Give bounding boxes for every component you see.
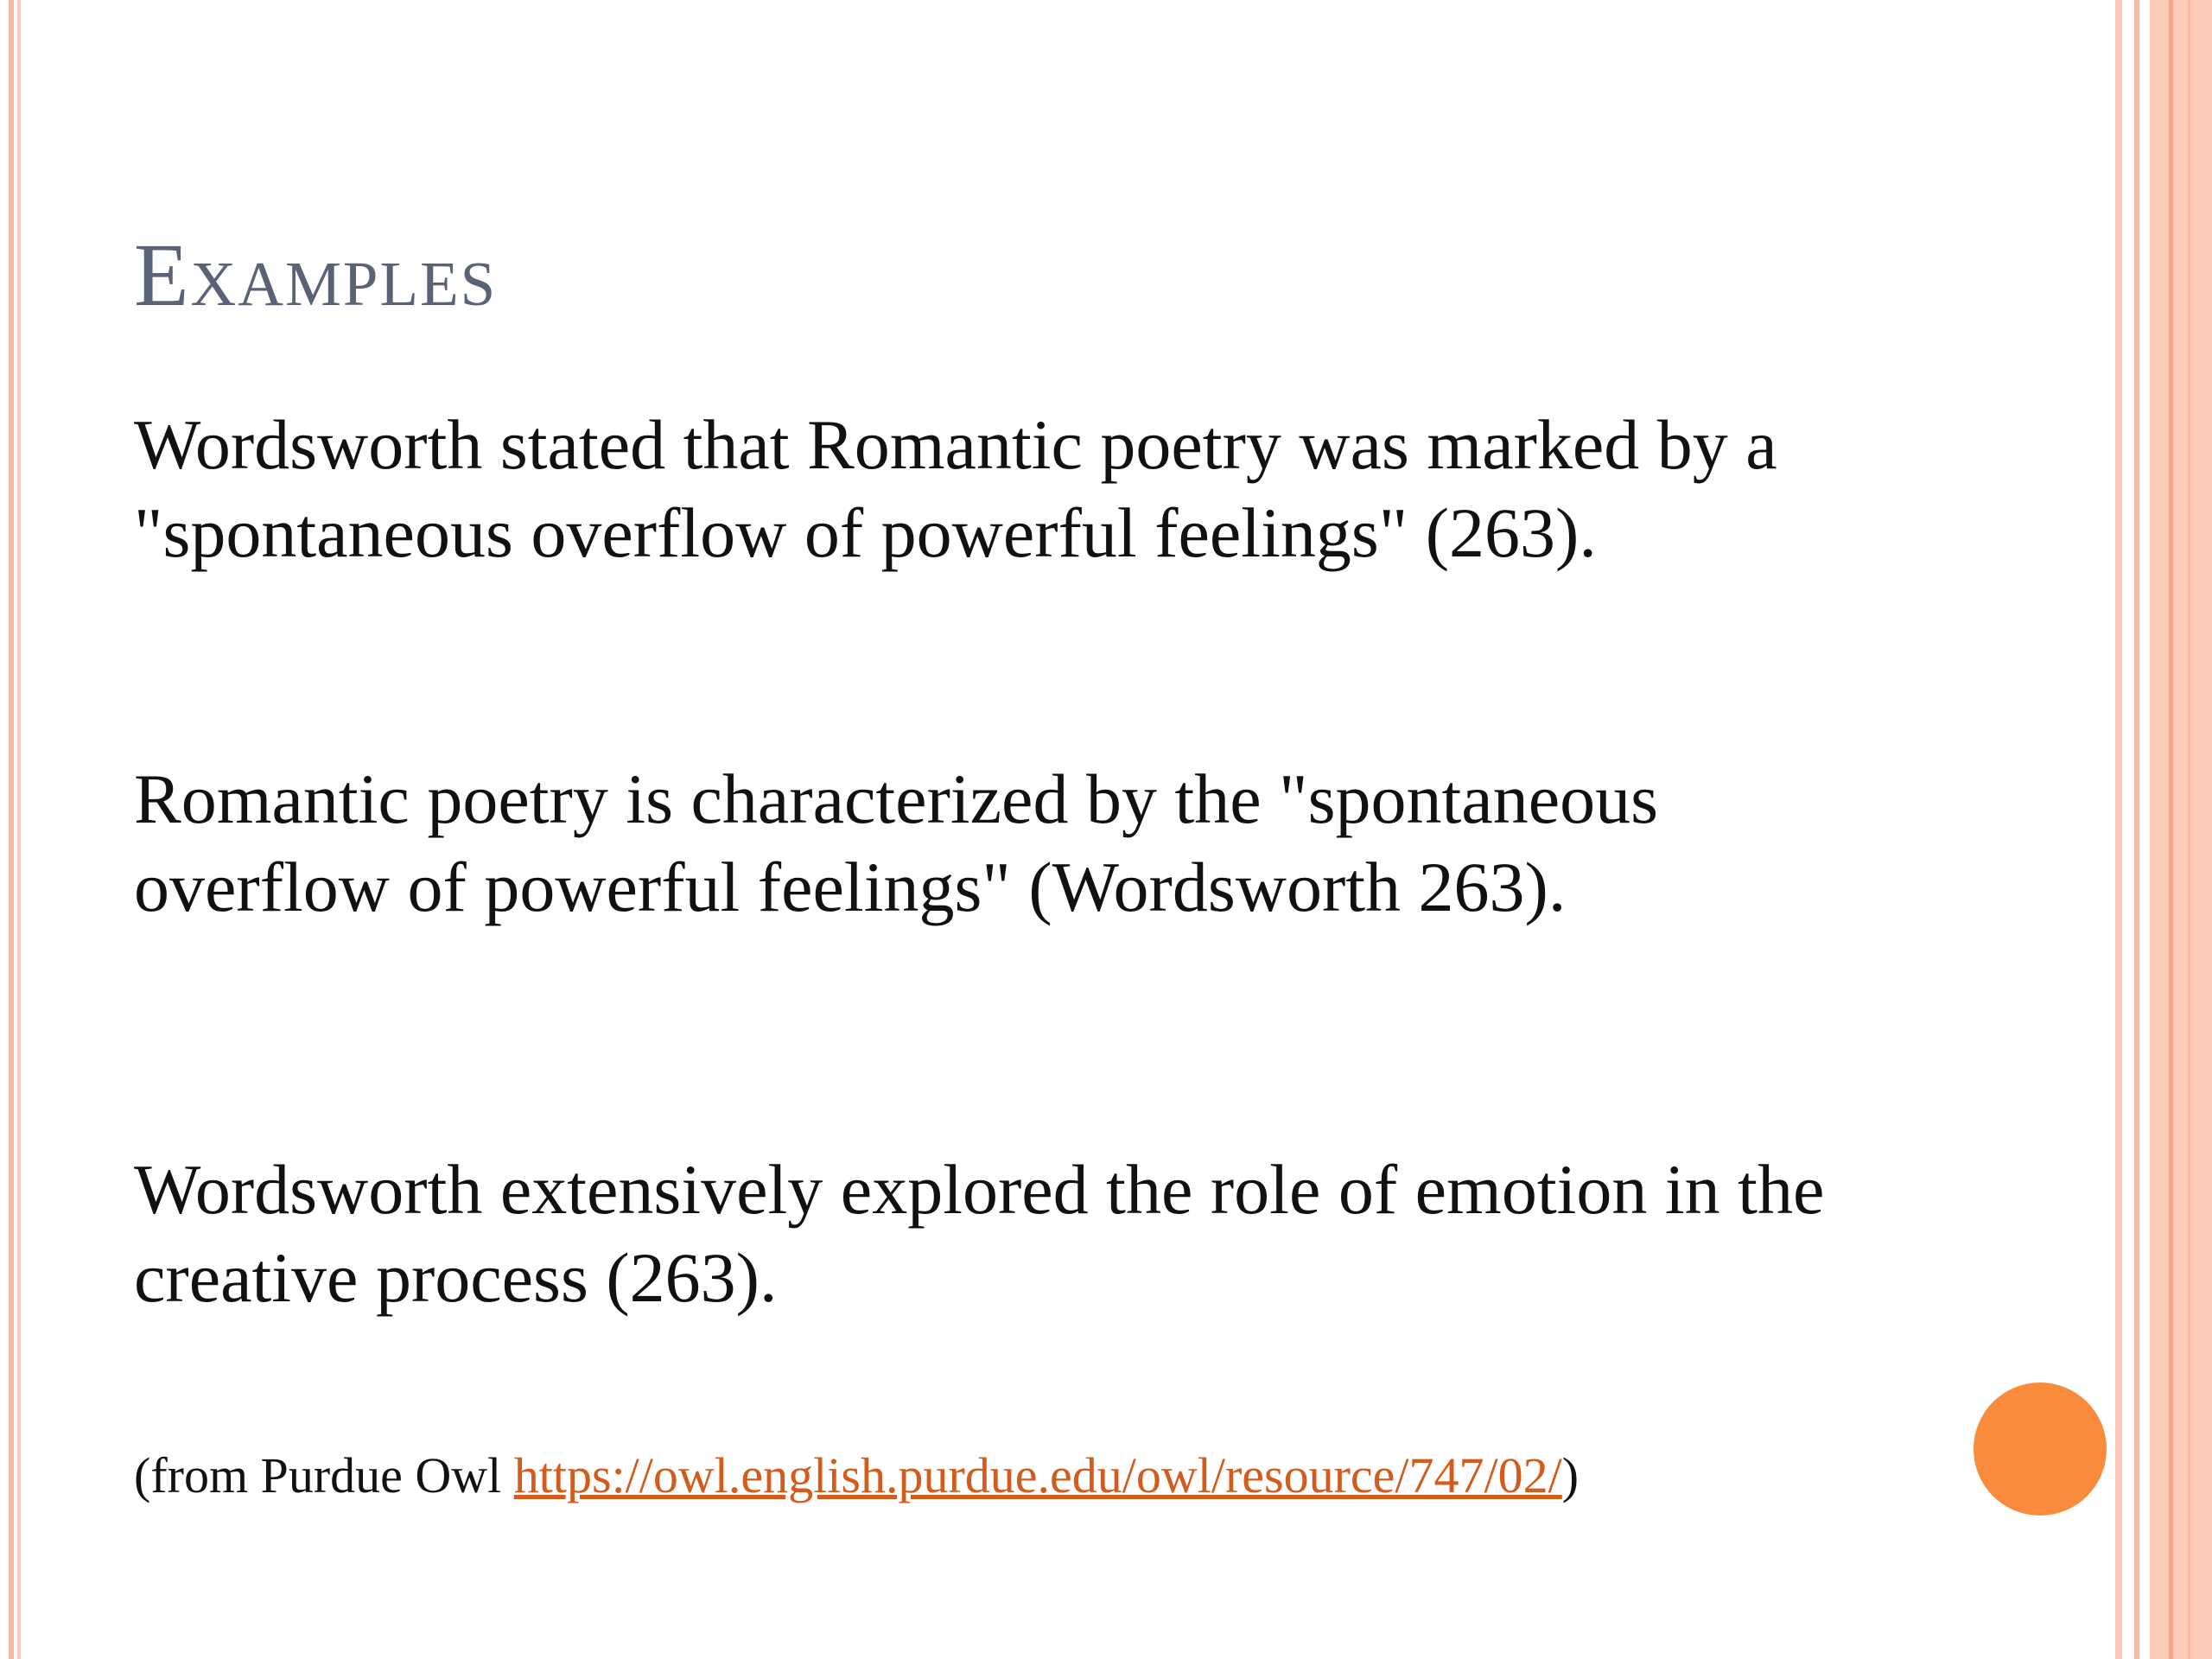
example-paragraph-3: Wordsworth extensively explored the role of emotion in the creative process (263). — [134, 1150, 1825, 1317]
left-border-decoration — [0, 0, 26, 1659]
source-prefix: (from Purdue Owl — [134, 1447, 514, 1503]
source-suffix: ) — [1561, 1447, 1580, 1503]
right-border-stripe — [2122, 0, 2134, 1659]
left-border-line — [9, 0, 14, 1659]
example-paragraph-1: Wordsworth stated that Romantic poetry was marked by a "spontaneous overflow of powerful feelings" (263). — [134, 405, 1777, 572]
right-border-stripe — [2139, 0, 2150, 1659]
slide-title: Examples — [134, 226, 498, 325]
source-link[interactable]: https://owl.english.purdue.edu/owl/resource/747/02/ — [513, 1447, 1562, 1503]
right-border-stripe — [2115, 0, 2122, 1659]
example-paragraph-2: Romantic poetry is characterized by the "spontaneous overflow of powerful feelings" (Wordsworth 263). — [134, 760, 1659, 926]
right-border-stripe — [2169, 0, 2173, 1659]
source-citation — [134, 1445, 1579, 1507]
orange-circle-icon — [1974, 1382, 2107, 1516]
left-border-line — [17, 0, 21, 1659]
right-border-stripe — [2150, 0, 2212, 1659]
right-border-stripe — [2188, 0, 2190, 1659]
right-border-decoration — [2115, 0, 2212, 1659]
